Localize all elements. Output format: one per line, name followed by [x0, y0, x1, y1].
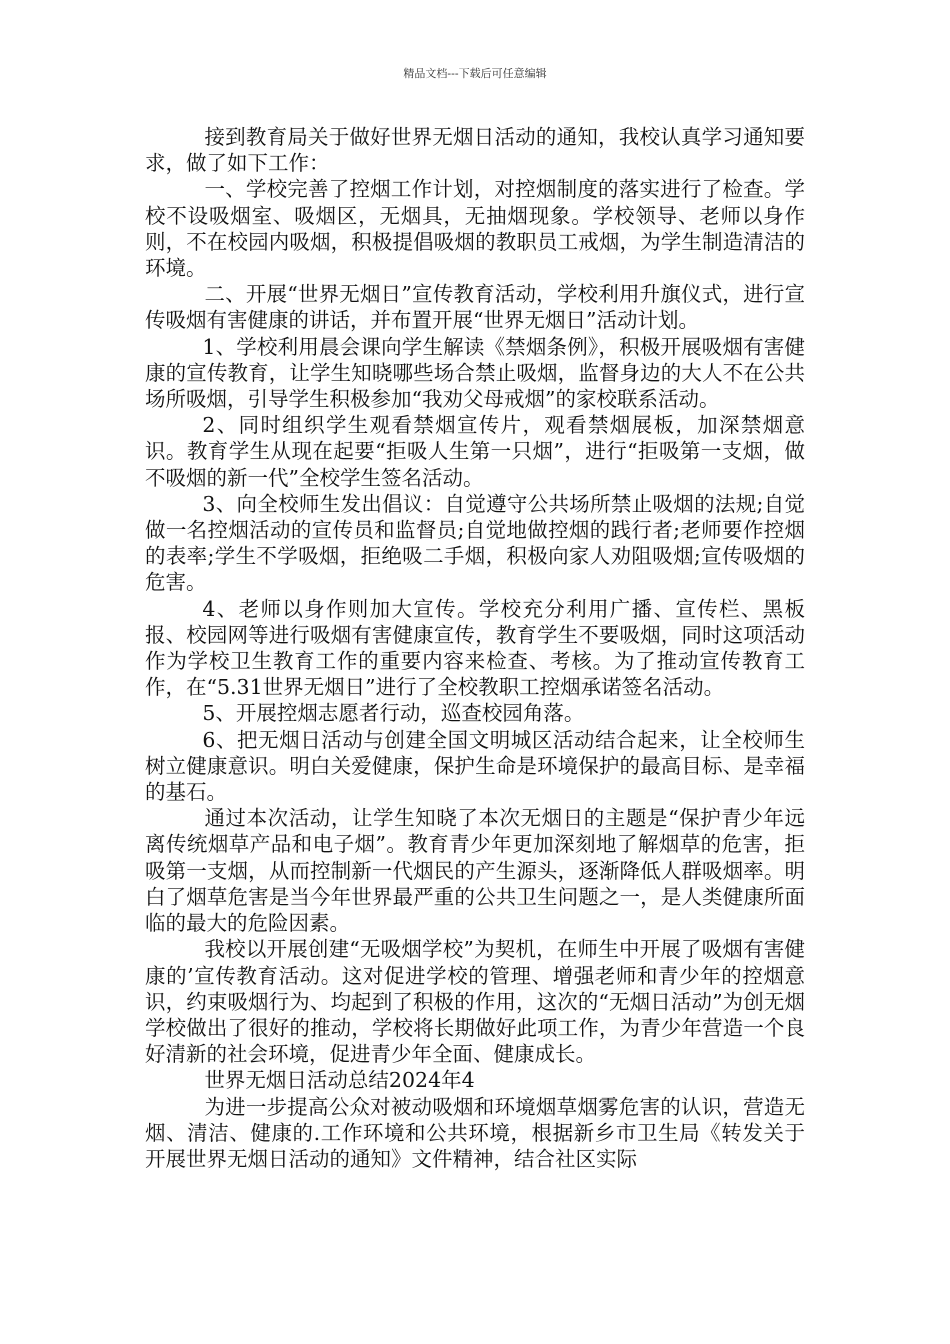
- section-title: 世界无烟日活动总结2024年4: [204, 1068, 475, 1093]
- paragraph-summary: 通过本次活动，让学生知晓了本次无烟日的主题是“保护青少年远离传统烟草产品和电子烟”。教育青少年更加深刻地了解烟草的危害，拒吸第一支烟，从而控制新一代烟民的产生源头，逐渐降低人群吸烟率。明白了烟草危害是当今年世界最严重的公共卫生问题之一，是人类健康所面临的最大的危险因素。: [145, 806, 805, 936]
- paragraph-conclusion: 我校以开展创建“无吸烟学校”为契机，在师生中开展了吸烟有害健康的’宣传教育活动。这对促进学校的管理、增强老师和青少年的控烟意识，约束吸烟行为、均起到了积极的作用，这次的“无烟日活动”为创无烟学校做出了很好的推动，学校将长期做好此项工作，为青少年营造一个良好清新的社会环境，促进青少年全面、健康成长。: [145, 937, 805, 1067]
- paragraph-item-5: 5、开展控烟志愿者行动，巡查校园角落。: [202, 701, 585, 726]
- paragraph-next-section: 为进一步提高公众对被动吸烟和环境烟草烟雾危害的认识，营造无烟、清洁、健康的.工作环境和公共环境，根据新乡市卫生局《转发关于开展世界无烟日活动的通知》文件精神，结合社区实际: [145, 1094, 805, 1171]
- page-header: 精品文档---下载后可任意编辑: [403, 67, 547, 80]
- paragraph-item-2: 2、同时组织学生观看禁烟宣传片，观看禁烟展板，加深禁烟意识。教育学生从现在起要“拒吸人生第一只烟”，进行“拒吸第一支烟，做不吸烟的新一代”全校学生签名活动。: [145, 413, 805, 490]
- paragraph-item-3: 3、向全校师生发出倡议：自觉遵守公共场所禁止吸烟的法规;自觉做一名控烟活动的宣传员和监督员;自觉地做控烟的践行者;老师要作控烟的表率;学生不学吸烟，拒绝吸二手烟，积极向家人劝阻吸烟;宣传吸烟的危害。: [145, 491, 805, 595]
- paragraph-section-2: 二、开展“世界无烟日”宣传教育活动，学校利用升旗仪式，进行宣传吸烟有害健康的讲话，并布置开展“世界无烟日”活动计划。: [145, 282, 805, 333]
- paragraph-item-6: 6、把无烟日活动与创建全国文明城区活动结合起来，让全校师生树立健康意识。明白关爱健康，保护生命是环境保护的最高目标、是幸福的基石。: [145, 727, 805, 805]
- paragraph-item-4: 4、老师以身作则加大宣传。学校充分利用广播、宣传栏、黑板报、校园网等进行吸烟有害健康宣传，教育学生不要吸烟，同时这项活动作为学校卫生教育工作的重要内容来检查、考核。为了推动宣传教育工作，在“5.31世界无烟日”进行了全校教职工控烟承诺签名活动。: [145, 596, 805, 700]
- document-body: [145, 124, 805, 1172]
- paragraph-intro: 接到教育局关于做好世界无烟日活动的通知，我校认真学习通知要求，做了如下工作：: [145, 125, 805, 176]
- paragraph-section-1: 一、学校完善了控烟工作计划，对控烟制度的落实进行了检查。学校不设吸烟室、吸烟区，无烟具，无抽烟现象。学校领导、老师以身作则，不在校园内吸烟，积极提倡吸烟的教职员工戒烟，为学生制造清洁的环境。: [145, 177, 805, 281]
- paragraph-item-1: 1、学校利用晨会课向学生解读《禁烟条例》，积极开展吸烟有害健康的宣传教育，让学生知晓哪些场合禁止吸烟，监督身边的大人不在公共场所吸烟，引导学生积极参加“我劝父母戒烟”的家校联系活动。: [145, 334, 805, 412]
